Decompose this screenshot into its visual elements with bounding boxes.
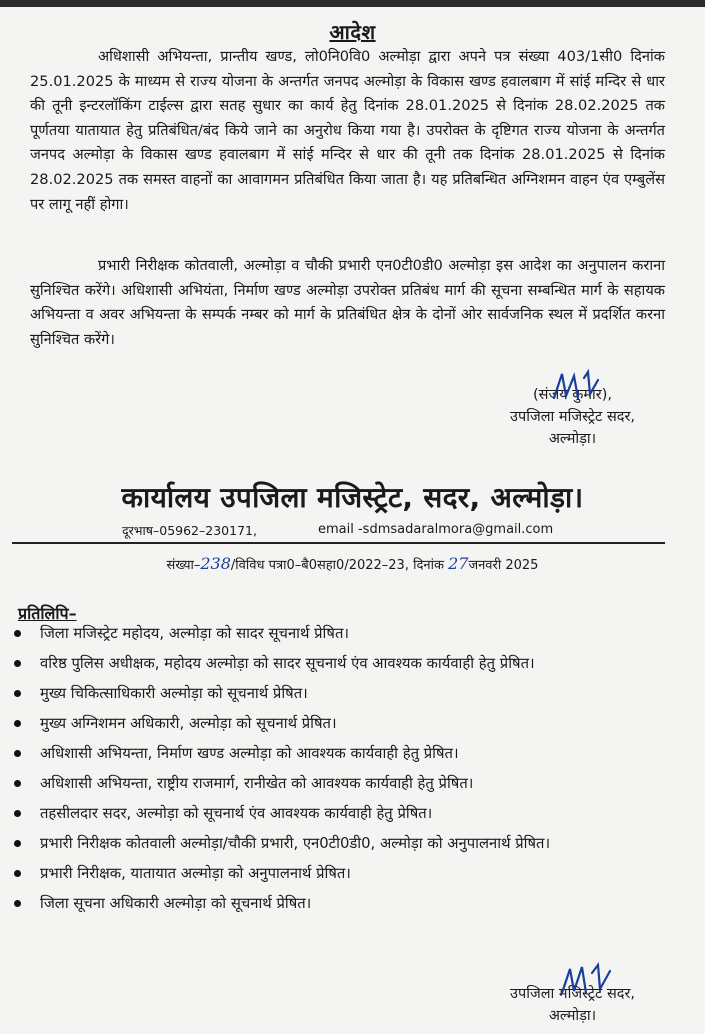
header-rule bbox=[12, 542, 665, 544]
ref-prefix: संख्या– bbox=[166, 558, 201, 573]
office-email: email -sdmsadaralmora@gmail.com bbox=[318, 522, 554, 537]
signature-block-2 bbox=[510, 983, 635, 1027]
bullet-icon bbox=[14, 840, 21, 847]
signatory-place-2: अल्मोड़ा। bbox=[548, 1008, 597, 1024]
signatory-place: अल्मोड़ा। bbox=[548, 431, 597, 447]
list-item: मुख्य चिकित्साधिकारी अल्मोड़ा को सूचनार्थ प्रेषित। bbox=[12, 682, 677, 705]
office-phone: दूरभाष–05962–230171, bbox=[122, 523, 257, 538]
list-item: प्रभारी निरीक्षक कोतवाली अल्मोड़ा/चौकी प्रभारी, एन0टी0डी0, अल्मोड़ा को अनुपालनार्थ प्रेषित। bbox=[12, 832, 677, 855]
bullet-icon bbox=[14, 750, 21, 757]
signatory-designation: उपजिला मजिस्ट्रेट सदर, bbox=[510, 409, 635, 425]
signatory-name: (संजय कुमार), bbox=[533, 387, 612, 403]
ref-suffix: जनवरी 2025 bbox=[468, 558, 539, 573]
ref-day: 27 bbox=[448, 554, 469, 573]
list-item: तहसीलदार सदर, अल्मोड़ा को सूचनार्थ एंव आवश्यक कार्यवाही हेतु प्रेषित। bbox=[12, 802, 677, 825]
bullet-icon bbox=[14, 870, 21, 877]
ref-middle: /विविध पत्रा0–बै0सहा0/2022–23, दिनांक bbox=[230, 558, 444, 573]
bullet-icon bbox=[14, 900, 21, 907]
list-item: अधिशासी अभियन्ता, निर्माण खण्ड अल्मोड़ा को आवश्यक कार्यवाही हेतु प्रेषित। bbox=[12, 742, 677, 765]
copy-to-title: प्रतिलिपि– bbox=[18, 604, 77, 623]
ref-number: 238 bbox=[200, 554, 231, 573]
bullet-icon bbox=[14, 810, 21, 817]
list-item: मुख्य अग्निशमन अधिकारी, अल्मोड़ा को सूचनार्थ प्रेषित। bbox=[12, 712, 677, 735]
bullet-icon bbox=[14, 720, 21, 727]
list-item: प्रभारी निरीक्षक, यातायात अल्मोड़ा को अनुपालनार्थ प्रेषित। bbox=[12, 862, 677, 885]
bullet-icon bbox=[14, 630, 21, 637]
list-item: अधिशासी अभियन्ता, राष्ट्रीय राजमार्ग, रानीखेत को आवश्यक कार्यवाही हेतु प्रेषित। bbox=[12, 772, 677, 795]
signatory-designation-2: उपजिला मजिस्ट्रेट सदर, bbox=[510, 986, 635, 1002]
order-paragraph-2: प्रभारी निरीक्षक कोतवाली, अल्मोड़ा व चौकी प्रभारी एन0टी0डी0 अल्मोड़ा इस आदेश का अनुपालन कराना सुनिश्चित करेंगे। अधिशासी अभियंता, निर्माण खण्ड अल्मोड़ा उपरोक्त प्रतिबंध मार्ग की सूचना सम्बन्धित मार्ग के सहायक अभियन्ता व अवर अभियन्ता के सम्पर्क नम्बर को मार्ग के प्रतिबंधित क्षेत्र के दोनों ओर सार्वजनिक स्थल में प्रदर्शित करना सुनिश्चित करेंगे। bbox=[30, 257, 665, 348]
list-item: जिला मजिस्ट्रेट महोदय, अल्मोड़ा को सादर सूचनार्थ प्रेषित। bbox=[12, 622, 677, 645]
signature-block-1 bbox=[510, 384, 635, 450]
list-item: वरिष्ठ पुलिस अधीक्षक, महोदय अल्मोड़ा को सादर सूचनार्थ एंव आवश्यक कार्यवाही हेतु प्रेषित। bbox=[12, 652, 677, 675]
bullet-icon bbox=[14, 780, 21, 787]
list-item: जिला सूचना अधिकारी अल्मोड़ा को सूचनार्थ प्रेषित। bbox=[12, 892, 677, 915]
bullet-icon bbox=[14, 690, 21, 697]
order-paragraph-1: अधिशासी अभियन्ता, प्रान्तीय खण्ड, लो0नि0वि0 अल्मोड़ा द्वारा अपने पत्र संख्या 403/1सी0 दिनांक 25.01.2025 के माध्यम से राज्य योजना के अन्तर्गत जनपद अल्मोड़ा के विकास खण्ड हवालबाग में सांई मन्दिर से धार की तूनी इन्टरलॉकिंग टाईल्स द्वारा सतह सुधार का कार्य हेतु दिनांक 28.01.2025 से दिनांक 28.02.2025 तक पूर्णतया यातायात हेतु प्रतिबंधित/बंद किये जाने का अनुरोध किया गया है। उपरोक्त के दृष्टिगत राज्य योजना के अन्तर्गत जनपद अल्मोड़ा के विकास खण्ड हवालबाग में सांई मन्दिर से धार की तूनी तक दिनांक 28.01.2025 से दिनांक 28.02.2025 तक समस्त वाहनों का आवागमन प्रतिबंधित किया जाता है। यह प्रतिबन्धित अग्निशमन वाहन एंव एम्बुलेंस पर लागू नहीं होगा। bbox=[30, 48, 665, 213]
reference-line bbox=[0, 554, 705, 573]
order-heading: आदेश bbox=[329, 20, 376, 44]
office-title: कार्यालय उपजिला मजिस्ट्रेट, सदर, अल्मोड़ा। bbox=[121, 481, 584, 514]
top-dark-strip bbox=[0, 0, 705, 7]
bullet-icon bbox=[14, 660, 21, 667]
copy-recipient-list bbox=[12, 622, 677, 922]
